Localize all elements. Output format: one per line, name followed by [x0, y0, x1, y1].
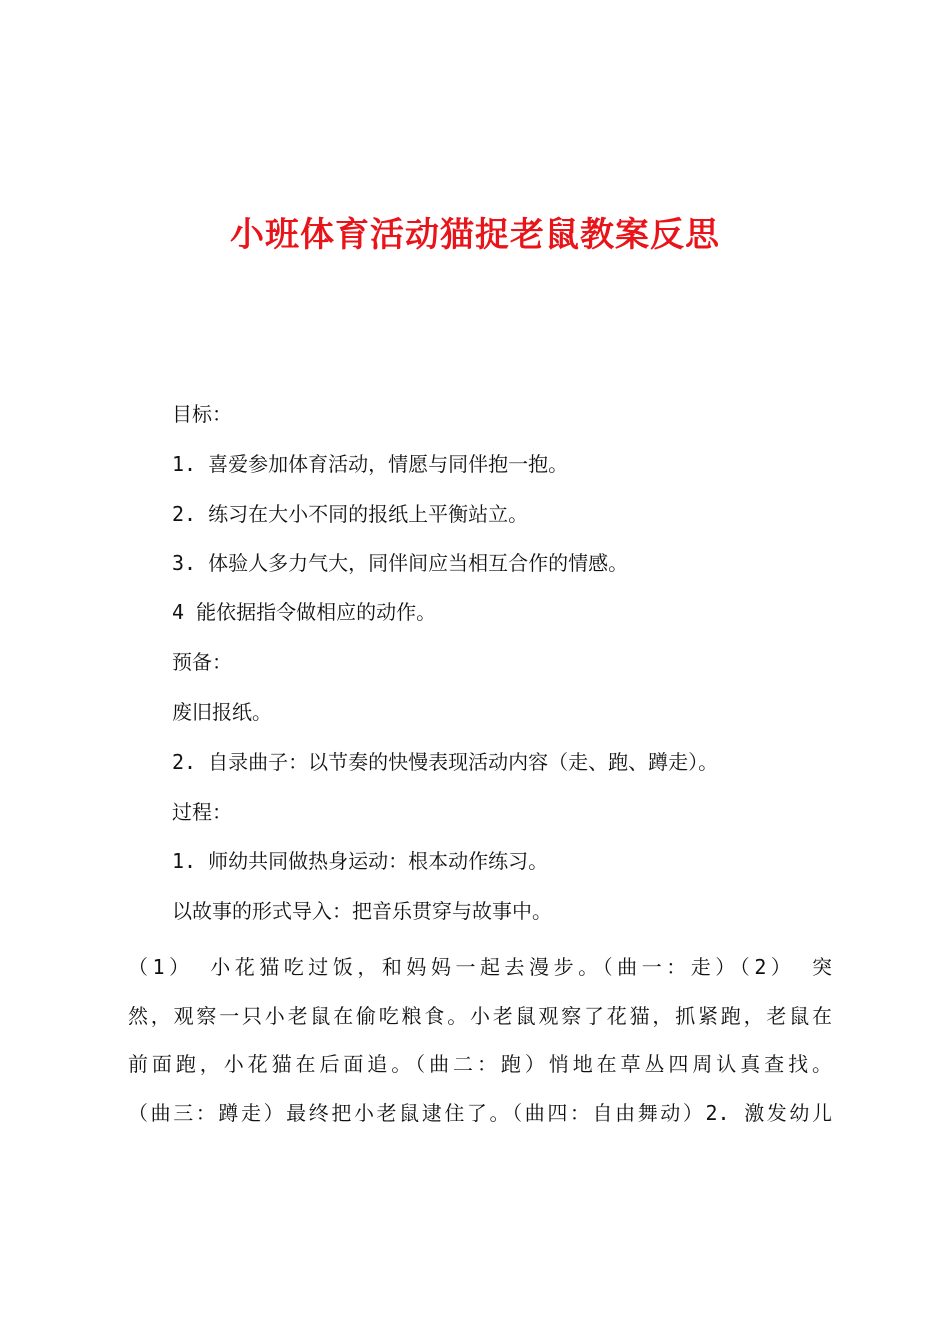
section-heading-process: 过程：	[172, 800, 232, 824]
goal-item-3: 3. 体验人多力气大，同伴间应当相互合作的情感。	[172, 551, 629, 575]
process-item-1: 1. 师幼共同做热身运动：根本动作练习。	[172, 849, 549, 873]
story-line-1: （1） 小花猫吃过饭，和妈妈一起去漫步。（曲一：走）（2） 突	[128, 955, 832, 979]
section-heading-goals: 目标：	[172, 402, 232, 426]
goal-item-1: 1. 喜爱参加体育活动，情愿与同伴抱一抱。	[172, 452, 569, 476]
story-line-3: 前面跑，小花猫在后面追。（曲二：跑）悄地在草丛四周认真查找。	[128, 1052, 832, 1076]
preparation-item-2: 2. 自录曲子：以节奏的快慢表现活动内容（走、跑、蹲走）。	[172, 750, 719, 774]
section-heading-preparation: 预备：	[172, 650, 232, 674]
process-intro-line: 以故事的形式导入：把音乐贯穿与故事中。	[172, 899, 552, 923]
document-title: 小班体育活动猫捉老鼠教案反思	[230, 215, 720, 255]
goal-item-2: 2. 练习在大小不同的报纸上平衡站立。	[172, 502, 529, 526]
goal-item-4: 4 能依据指令做相应的动作。	[172, 600, 437, 624]
story-line-2: 然，观察一只小老鼠在偷吃粮食。小老鼠观察了花猫，抓紧跑，老鼠在	[128, 1003, 832, 1028]
story-line-4: （曲三：蹲走）最终把小老鼠逮住了。（曲四：自由舞动）2. 激发幼儿	[128, 1100, 832, 1125]
story-paragraph	[128, 943, 832, 1137]
preparation-item-1: 废旧报纸。	[172, 700, 272, 724]
